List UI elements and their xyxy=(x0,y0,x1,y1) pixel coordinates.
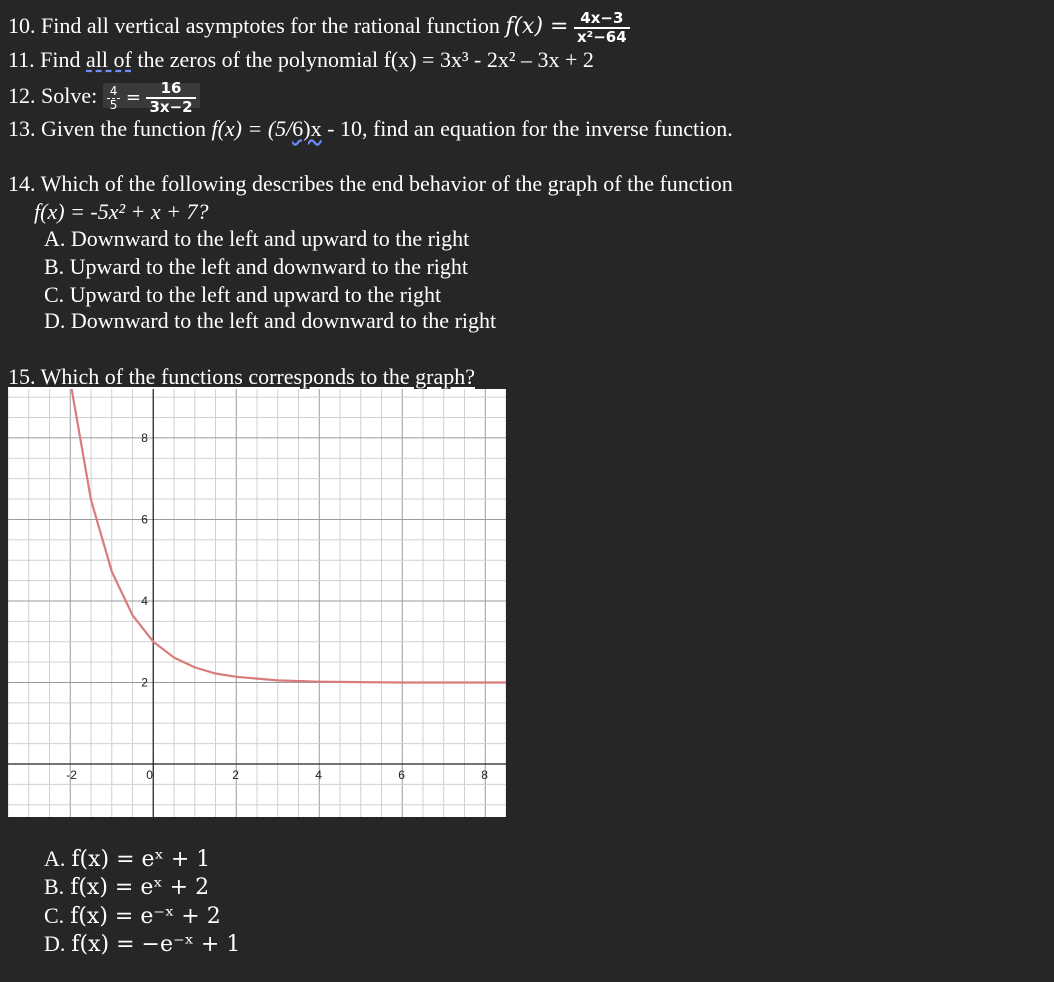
option-a[interactable]: A. Downward to the left and upward to the right xyxy=(44,226,470,251)
option-b[interactable]: B. Upward to the left and downward to the right xyxy=(44,254,469,279)
option-letter: A. xyxy=(44,846,66,871)
option-d[interactable]: D. Downward to the left and downward to the right xyxy=(44,308,497,333)
right-denominator: 3x−2 xyxy=(146,97,195,116)
y-tick-label: 4 xyxy=(141,593,148,608)
question-11-underlined: all of xyxy=(86,47,132,72)
graph-svg xyxy=(8,389,506,817)
y-tick-label: 6 xyxy=(141,512,148,527)
y-tick-label: 8 xyxy=(141,430,148,445)
question-10-text: 10. Find all vertical asymptotes for the rational function xyxy=(8,13,500,39)
question-10-fraction xyxy=(574,10,630,46)
question-13-wavy: 6)x xyxy=(292,116,322,141)
question-13 xyxy=(8,116,733,142)
question-12-label: 12. Solve: xyxy=(8,83,98,109)
option-formula: f(x) = eˣ + 2 xyxy=(70,875,210,900)
question-12-equation xyxy=(103,79,200,116)
question-11-prefix: 11. Find xyxy=(8,47,87,72)
equals-sign: = xyxy=(125,87,141,109)
right-numerator: 16 xyxy=(160,79,182,97)
option-d[interactable] xyxy=(44,930,240,959)
option-c[interactable]: C. Upward to the left and upward to the right xyxy=(44,282,442,307)
question-10 xyxy=(8,10,630,46)
series-line xyxy=(70,389,506,683)
left-fraction xyxy=(107,85,121,112)
function-graph xyxy=(8,389,506,817)
right-fraction xyxy=(146,80,195,116)
x-tick-label: 8 xyxy=(481,768,488,783)
question-14-function: f(x) = -5x² + x + 7? xyxy=(34,199,209,224)
question-13-function: f(x) = (5/ xyxy=(211,116,293,141)
option-a[interactable] xyxy=(44,845,210,874)
x-tick-label: -2 xyxy=(66,768,77,783)
option-letter: D. xyxy=(44,931,66,956)
x-tick-label: 6 xyxy=(398,768,405,783)
x-tick-label: 2 xyxy=(232,768,239,783)
option-c[interactable] xyxy=(44,902,221,931)
option-formula: f(x) = −e⁻ˣ + 1 xyxy=(71,932,241,957)
question-14 xyxy=(8,171,733,197)
y-tick-label: 2 xyxy=(141,675,148,690)
x-tick-label: 0 xyxy=(146,768,153,783)
question-15 xyxy=(8,364,475,390)
fraction-numerator: 4x−3 xyxy=(580,9,624,27)
option-formula: f(x) = eˣ + 1 xyxy=(71,847,211,872)
x-tick-label: 4 xyxy=(315,768,322,783)
question-10-function: f(x) = xyxy=(505,14,569,40)
question-13-suffix: - 10, find an equation for the inverse function. xyxy=(321,116,733,141)
question-13-prefix: 13. Given the function xyxy=(8,116,212,141)
question-11-suffix: the zeros of the polynomial f(x) = 3x³ - 2x² – 3x + 2 xyxy=(131,47,594,72)
question-15-text: 15. Which of the functions corresponds to the graph? xyxy=(8,364,475,389)
left-denominator: 5 xyxy=(107,98,121,112)
left-numerator: 4 xyxy=(109,83,118,98)
option-b[interactable] xyxy=(44,873,209,902)
question-11 xyxy=(8,47,594,73)
question-14-text: 14. Which of the following describes the end behavior of the graph of the function xyxy=(8,171,733,196)
option-letter: C. xyxy=(44,903,65,928)
question-12 xyxy=(8,80,200,116)
option-formula: f(x) = e⁻ˣ + 2 xyxy=(70,904,221,929)
fraction-denominator: x²−64 xyxy=(574,27,630,46)
option-letter: B. xyxy=(44,874,65,899)
